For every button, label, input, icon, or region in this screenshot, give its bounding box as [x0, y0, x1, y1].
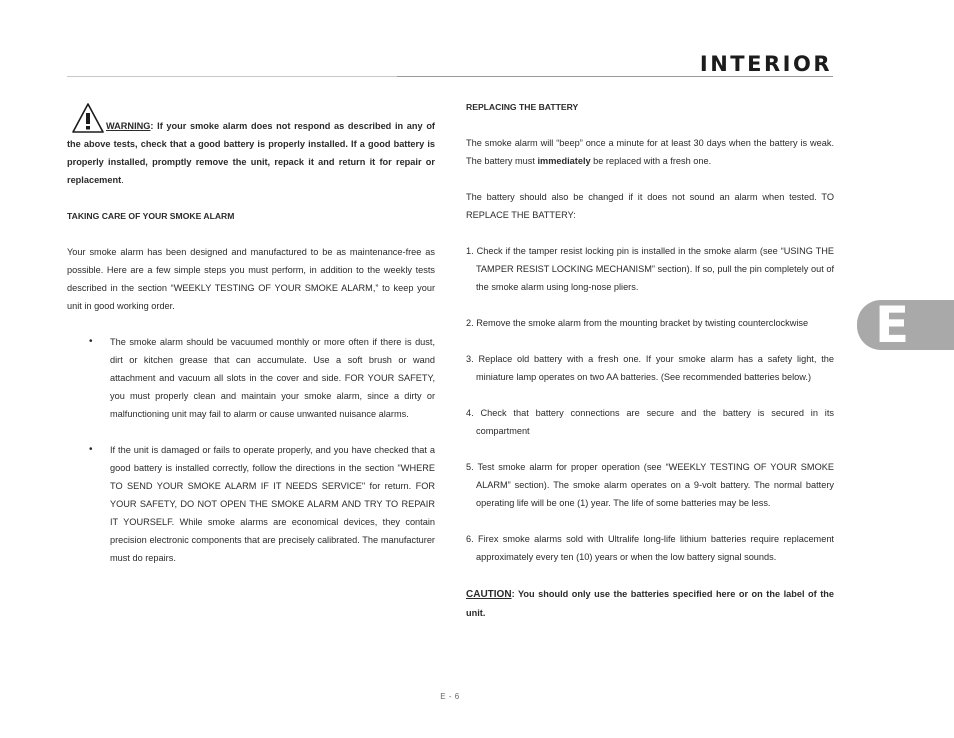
battery-paragraph-1-text: The smoke alarm will “beep” once a minute for at least 30 days when the battery is weak. The battery must	[466, 138, 834, 166]
section-tab-letter: E	[875, 296, 910, 354]
battery-step-1: 1. Check if the tamper resist locking pin is installed in the smoke alarm (see “USING THE TAMPER RESIST LOCKING MECHANISM” section). If so, pull the pin completely out of the smoke alarm using long-nose pliers.	[466, 246, 834, 292]
care-bullet-2: If the unit is damaged or fails to operate properly, and you have checked that a good battery is installed correctly, follow the directions in the section "WHERE TO SEND YOUR SMOKE ALARM IF IT NEEDS SERVICE" for return. FOR YOUR SAFETY, DO NOT OPEN THE SMOKE ALARM AND TRY TO REPAIR IT YOURSELF. While smoke alarms are economical devices, they contain precision electronic components that are precisely calibrated. The manufacturer must do repairs.	[110, 445, 435, 563]
battery-heading: REPLACING THE BATTERY	[466, 102, 579, 112]
bullet-marker-1: •	[89, 336, 93, 347]
warning-text: : If your smoke alarm does not respond as described in any of the above tests, check that a good battery is properly installed. If a good battery is properly installed, promptly remove the unit, repack it and return it for repair or replacement	[67, 121, 435, 185]
battery-step-6: 6. Firex smoke alarms sold with Ultralife long-life lithium batteries require replacement approximately every ten (10) years or when the low battery signal sounds.	[466, 534, 834, 562]
section-tab	[857, 296, 954, 354]
bullet-marker-2: •	[89, 444, 93, 455]
care-bullet-1: The smoke alarm should be vacuumed monthly or more often if there is dust, dirt or kitchen grease that can accumulate. Use a soft brush or wand attachment and vacuum all slots in the cover and side. FOR YOUR SAFETY, you must properly clean and maintain your smoke alarm, since a dirty or malfunctioning unit may fail to alarm or cause unwanted nuisance alarms.	[110, 337, 435, 419]
warning-text-end: .	[121, 175, 124, 185]
warning-paragraph	[67, 117, 435, 189]
caution-label: CAUTION	[466, 589, 512, 600]
page-title: INTERIOR	[699, 52, 832, 76]
battery-paragraph-1	[466, 134, 834, 170]
caution-text: : You should only use the batteries specified here or on the label of the unit.	[466, 589, 834, 618]
caution-paragraph	[466, 585, 834, 622]
battery-step-4: 4. Check that battery connections are secure and the battery is secured in its compartment	[466, 408, 834, 436]
page-number: E - 6	[440, 692, 460, 701]
header-divider	[67, 76, 833, 77]
care-heading: TAKING CARE OF YOUR SMOKE ALARM	[67, 211, 235, 221]
battery-paragraph-2: The battery should also be changed if it does not sound an alarm when tested. TO REPLACE THE BATTERY:	[466, 192, 834, 220]
battery-paragraph-1-end: be replaced with a fresh one.	[590, 156, 712, 166]
battery-emphasis: immediately	[537, 156, 591, 166]
battery-step-2: 2. Remove the smoke alarm from the mounting bracket by twisting counterclockwise	[466, 318, 809, 328]
battery-step-5: 5. Test smoke alarm for proper operation (see “WEEKLY TESTING OF YOUR SMOKE ALARM” section). The smoke alarm operates on a 9-volt battery. The normal battery operating life will be one (1) year. The life of some batteries may be less.	[466, 462, 834, 508]
warning-label: WARNING	[106, 121, 151, 131]
battery-step-3: 3. Replace old battery with a fresh one. If your smoke alarm has a safety light, the miniature lamp operates on two AA batteries. (See recommended batteries below.)	[466, 354, 834, 382]
care-intro: Your smoke alarm has been designed and manufactured to be as maintenance-free as possible. Here are a few simple steps you must perform, in addition to the weekly tests described in the section “WEEKLY TESTING OF YOUR SMOKE ALARM,” to keep your unit in good working order.	[67, 247, 435, 311]
